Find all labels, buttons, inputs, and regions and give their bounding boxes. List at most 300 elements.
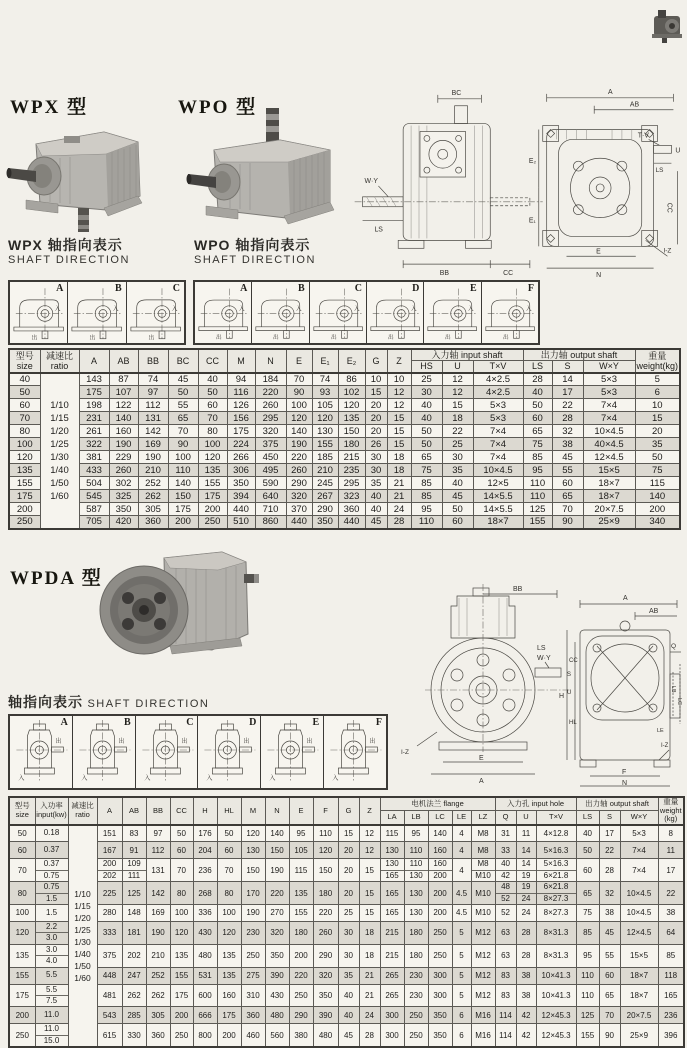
table-cell: 200 — [170, 1007, 193, 1024]
table-cell: 85 — [658, 944, 684, 967]
table-cell: 167 — [97, 842, 122, 859]
table-cell: 6 — [452, 1024, 471, 1047]
table-cell: 180 — [313, 882, 338, 905]
table-cell: 115 — [289, 859, 313, 882]
table-cell: 230 — [404, 967, 428, 984]
table-cell: 75 — [411, 464, 442, 477]
table-cell: 200 — [428, 882, 452, 905]
table-cell: 60 — [198, 399, 227, 412]
table-cell: 126 — [227, 399, 255, 412]
table-cell: 135 — [217, 944, 241, 967]
table-cell: 4 — [452, 842, 471, 859]
table-cell: 320 — [286, 490, 312, 503]
table-cell: 252 — [138, 477, 168, 490]
column-header: F — [313, 797, 338, 825]
table-cell: 155 — [198, 477, 227, 490]
table-cell: 45 — [599, 921, 620, 944]
table-row — [9, 921, 684, 944]
table-cell: 38 — [599, 904, 620, 921]
table-cell: 155 — [170, 967, 193, 984]
table-cell: 63 — [495, 921, 516, 944]
table-cell: 90 — [286, 386, 312, 399]
brand-gearbox-logo — [650, 4, 684, 44]
table-cell: 12×45.3 — [536, 1024, 576, 1047]
table-cell: 295 — [338, 477, 365, 490]
table-cell: 5×3 — [473, 399, 523, 412]
table-cell: 38 — [658, 904, 684, 921]
column-header: T×V — [473, 361, 523, 373]
svg-text:CC: CC — [665, 202, 673, 213]
table-cell: 10×4.5 — [620, 882, 658, 905]
table-cell: 120 — [286, 412, 312, 425]
table-cell: 120 — [9, 921, 35, 944]
table-cell: 120 — [170, 921, 193, 944]
table-cell: 140 — [428, 825, 452, 842]
table-cell: M12 — [471, 921, 495, 944]
shaft-direction-cell — [68, 282, 126, 343]
table-cell: 440 — [338, 516, 365, 529]
svg-text:F: F — [622, 769, 627, 776]
in-shaft-label: 入 — [296, 306, 302, 313]
table-cell: 95 — [411, 503, 442, 516]
table-cell: 5×3 — [583, 373, 635, 386]
wpo-shaft-direction-label: WPO 轴指向表示 — [194, 237, 311, 253]
table-cell: 190 — [146, 921, 170, 944]
column-header: S — [552, 361, 583, 373]
table-cell: 50 — [411, 438, 442, 451]
direction-letter: F — [527, 283, 534, 294]
shaft-direction-cell — [10, 716, 73, 788]
table-cell: 11 — [658, 842, 684, 859]
wpda-shaft-direction-en: SHAFT DIRECTION — [87, 698, 210, 710]
table-cell: 24 — [359, 1007, 380, 1024]
table-cell: 70 — [599, 1007, 620, 1024]
table-cell: 7×4 — [583, 399, 635, 412]
table-cell: 17 — [599, 825, 620, 842]
table-cell: 115 — [380, 825, 404, 842]
table-cell: 320 — [265, 921, 289, 944]
table-cell: 151 — [97, 825, 122, 842]
svg-text:I-Z: I-Z — [401, 749, 409, 756]
table-cell: 265 — [380, 967, 404, 984]
table-cell: 7×4 — [473, 451, 523, 464]
table-cell: 666 — [193, 1007, 217, 1024]
table-cell: 545 — [79, 490, 109, 503]
wpda-model-title: WPDA 型 — [10, 568, 103, 589]
svg-text:S: S — [567, 672, 572, 678]
table-cell: 45 — [442, 490, 473, 503]
column-header: E₂ — [338, 349, 365, 373]
table-cell: 122 — [109, 399, 138, 412]
shaft-direction-cell — [195, 282, 252, 343]
table-cell: 25×9 — [583, 516, 635, 529]
table-cell: 18×7 — [620, 967, 658, 984]
table-cell: 440 — [227, 503, 255, 516]
table-cell: 396 — [658, 1024, 684, 1047]
table-cell: 11 — [516, 825, 536, 842]
table-cell: 21 — [387, 477, 411, 490]
table-cell: 150 — [168, 490, 198, 503]
table-cell: 200 — [9, 1007, 35, 1024]
table-cell: 320 — [313, 967, 338, 984]
table-cell: 20 — [365, 399, 387, 412]
table-cell: 80 — [9, 425, 40, 438]
table-cell: 5 — [452, 967, 471, 984]
table-cell: 18 — [359, 921, 380, 944]
table-cell: 110 — [313, 825, 338, 842]
svg-text:BB: BB — [513, 586, 523, 593]
table-cell: 120 — [217, 921, 241, 944]
table-cell: M10 — [471, 882, 495, 905]
in-shaft-label: 入 — [18, 776, 25, 782]
table-cell: 860 — [255, 516, 286, 529]
out-shaft-label: 出 — [31, 335, 38, 342]
table-cell: 55 — [552, 464, 583, 477]
table-cell: 12 — [359, 842, 380, 859]
table-cell: 165 — [380, 904, 404, 921]
table-cell: 247 — [122, 967, 146, 984]
table-cell: 83 — [122, 825, 146, 842]
table-cell: 100 — [286, 399, 312, 412]
table-cell: 130 — [312, 425, 338, 438]
table-cell: 170 — [241, 882, 265, 905]
table-cell: 5.5 — [35, 967, 68, 984]
table-cell: 266 — [227, 451, 255, 464]
table-cell: 12 — [442, 373, 473, 386]
table-cell: 32 — [599, 882, 620, 905]
table-cell: 180 — [404, 921, 428, 944]
table-cell: 215 — [338, 451, 365, 464]
table-cell: 85 — [411, 477, 442, 490]
table-cell: 38 — [552, 438, 583, 451]
direction-letter: C — [186, 717, 194, 728]
ratio-cell: 1/10 1/15 1/20 1/25 1/30 1/40 1/50 1/60 — [40, 373, 79, 529]
table-cell: 181 — [122, 921, 146, 944]
table-cell: 65 — [599, 984, 620, 1007]
table-cell: 270 — [265, 904, 289, 921]
svg-text:A: A — [623, 595, 628, 602]
table-cell: 20 — [365, 412, 387, 425]
shaft-direction-cell — [261, 716, 324, 788]
column-header: 入力孔 input hole — [495, 797, 576, 811]
table-cell: 14×5.5 — [473, 490, 523, 503]
table-cell: 175 — [227, 425, 255, 438]
table-cell: 35 — [338, 967, 359, 984]
table-cell: 200 — [428, 904, 452, 921]
column-header: N — [255, 349, 286, 373]
table-cell: 12×4.5 — [583, 451, 635, 464]
table-cell: 265 — [380, 984, 404, 1007]
table-cell: 5.5 7.5 — [35, 984, 68, 1007]
svg-text:E: E — [596, 248, 601, 256]
out-shaft-label: 出 — [502, 335, 509, 342]
table-cell: 10 — [387, 373, 411, 386]
table-cell: 115 — [635, 477, 680, 490]
table-row — [9, 1007, 684, 1024]
direction-letter: B — [123, 717, 131, 728]
table-cell: 200 — [198, 503, 227, 516]
out-shaft-label: 出 — [55, 739, 62, 745]
out-shaft-label: 出 — [387, 335, 394, 342]
table-cell: 75 — [576, 904, 599, 921]
table-cell: 74 — [138, 373, 168, 386]
table-cell: 175 — [9, 984, 35, 1007]
table-cell: 110 — [411, 516, 442, 529]
table-cell: 5 — [452, 984, 471, 1007]
table-cell: 95 — [404, 825, 428, 842]
table-cell: 130 — [404, 904, 428, 921]
table-cell: 306 — [227, 464, 255, 477]
table-cell: 7×4 — [583, 412, 635, 425]
table-cell: 30 — [411, 386, 442, 399]
table-cell: 150 — [313, 859, 338, 882]
table-cell: 130 — [241, 842, 265, 859]
table-cell: 35 — [442, 464, 473, 477]
column-header: A — [79, 349, 109, 373]
table-cell: 45 — [338, 1024, 359, 1047]
table-cell: 15 — [359, 904, 380, 921]
table-cell: 3.0 4.0 — [35, 944, 68, 967]
table-cell: 204 — [193, 842, 217, 859]
table-cell: 55 — [168, 399, 198, 412]
table-cell: 140 — [265, 825, 289, 842]
table-cell: 210 — [146, 944, 170, 967]
column-header: E₁ — [312, 349, 338, 373]
table-cell: 300 — [380, 1007, 404, 1024]
table-row — [9, 842, 684, 859]
table-cell: 110 — [523, 477, 552, 490]
table-cell: 14 19 — [516, 859, 536, 882]
table-cell: 169 — [138, 438, 168, 451]
column-header: H — [193, 797, 217, 825]
table-row — [9, 451, 680, 464]
table-cell: 262 — [122, 984, 146, 1007]
table-cell: 8 — [658, 825, 684, 842]
shaft-direction-cell — [482, 282, 538, 343]
svg-text:H: H — [559, 693, 565, 700]
in-shaft-label: 入 — [410, 306, 417, 313]
table-cell: 360 — [241, 1007, 265, 1024]
table-cell: 100 — [170, 904, 193, 921]
table-cell: 252 — [146, 967, 170, 984]
table-cell: 20 — [338, 859, 359, 882]
table-cell: 448 — [97, 967, 122, 984]
wpx-model-title: WPX 型 — [10, 97, 89, 118]
column-header: A — [97, 797, 122, 825]
table-cell: 155 — [9, 477, 40, 490]
table-cell: 220 — [313, 904, 338, 921]
in-shaft-label: 入 — [269, 776, 276, 782]
table-cell: M12 — [471, 967, 495, 984]
table-cell: 190 — [138, 451, 168, 464]
table-cell: 107 — [109, 386, 138, 399]
table-cell: 28 — [516, 921, 536, 944]
table-cell: 480 — [193, 944, 217, 967]
table-cell: 60 — [576, 859, 599, 882]
table-cell: M8 M10 — [471, 859, 495, 882]
table-cell: 125 — [523, 503, 552, 516]
table-cell: 102 — [338, 386, 365, 399]
column-header: Q — [495, 811, 516, 825]
table-cell: 380 — [289, 1024, 313, 1047]
table-cell: 0.18 — [35, 825, 68, 842]
wpx-shaft-direction-strip — [8, 280, 186, 345]
table-cell: 7×4 — [473, 438, 523, 451]
table-cell: 60 — [523, 412, 552, 425]
table-cell: 60 — [217, 842, 241, 859]
table-cell: 260 — [286, 464, 312, 477]
table-cell: 480 — [265, 1007, 289, 1024]
table-cell: 350 — [265, 944, 289, 967]
table-cell: 250 — [198, 516, 227, 529]
table-cell: 40 — [411, 412, 442, 425]
wpo-product-photo — [180, 104, 348, 236]
table-cell: 45 — [365, 516, 387, 529]
table-cell: 40 — [411, 399, 442, 412]
table-cell: 160 200 — [428, 859, 452, 882]
table-row — [9, 412, 680, 425]
wpo-model-title: WPO 型 — [178, 97, 258, 118]
table-cell: 105 — [312, 399, 338, 412]
table-cell: 5×3 — [473, 412, 523, 425]
table-cell: 250 — [170, 1024, 193, 1047]
column-header: G — [338, 797, 359, 825]
table-cell: 481 — [97, 984, 122, 1007]
svg-text:LB: LB — [670, 686, 676, 693]
table-cell: 75 — [523, 438, 552, 451]
table-cell: 4.5 — [452, 904, 471, 921]
table-cell: 800 — [193, 1024, 217, 1047]
table-cell: 85 — [576, 921, 599, 944]
column-header: 减速比 ratio — [40, 349, 79, 373]
table-cell: 50 — [9, 825, 35, 842]
direction-letter: C — [354, 283, 362, 294]
table-cell: 0.37 — [35, 842, 68, 859]
table-cell: 25 — [411, 373, 442, 386]
table-cell: 160 — [217, 984, 241, 1007]
table-cell: 70 — [217, 859, 241, 882]
table-cell: 125 — [576, 1007, 599, 1024]
table-cell: 322 — [79, 438, 109, 451]
table-cell: 10 — [365, 373, 387, 386]
table-cell: 323 — [338, 490, 365, 503]
table-cell: 70 — [9, 859, 35, 882]
table-cell: 40 — [523, 386, 552, 399]
table-cell: 75 — [635, 464, 680, 477]
table-cell: 135 — [9, 944, 35, 967]
table-cell: 90 — [168, 438, 198, 451]
svg-text:HL: HL — [569, 720, 577, 726]
table-cell: 15 — [365, 386, 387, 399]
table-cell: 60 — [9, 842, 35, 859]
column-header: T×V — [536, 811, 576, 825]
table-cell: 114 — [495, 1007, 516, 1024]
table-cell: 290 — [289, 1007, 313, 1024]
table-cell: 7×4 — [473, 425, 523, 438]
table-cell: 135 — [338, 412, 365, 425]
table-cell: 60 — [442, 516, 473, 529]
table-cell: 21 — [359, 984, 380, 1007]
svg-text:W·Y: W·Y — [537, 655, 551, 662]
in-shaft-label: 入 — [468, 306, 474, 313]
table-cell: 305 — [138, 503, 168, 516]
table-cell: 110 — [168, 464, 198, 477]
table-cell: 142 — [138, 425, 168, 438]
table-cell: 50 — [411, 425, 442, 438]
column-header: LS — [576, 811, 599, 825]
table-cell: 210 — [312, 464, 338, 477]
table-cell: 24 — [387, 503, 411, 516]
wpda-shaft-direction-caption — [8, 692, 209, 712]
table-cell: 40 — [338, 984, 359, 1007]
table-cell: 63 — [495, 944, 516, 967]
table-cell: 175 — [198, 490, 227, 503]
table-cell: 12×4.5 — [620, 921, 658, 944]
table-cell: 112 — [146, 842, 170, 859]
svg-text:AB: AB — [629, 101, 640, 109]
table-cell: 64 — [658, 921, 684, 944]
table-cell: 450 — [255, 451, 286, 464]
table-cell: 640 — [255, 490, 286, 503]
table-cell: 531 — [193, 967, 217, 984]
table-cell: 86 — [338, 373, 365, 386]
table-cell: 220 — [286, 451, 312, 464]
table-cell: 185 — [312, 451, 338, 464]
svg-text:A: A — [479, 778, 484, 785]
table-cell: 6 — [635, 386, 680, 399]
table-cell: 40×4.5 — [583, 438, 635, 451]
column-header: M — [227, 349, 255, 373]
table-cell: 295 — [255, 412, 286, 425]
table-cell: 155 — [289, 904, 313, 921]
table-cell: 370 — [286, 503, 312, 516]
svg-text:E₂: E₂ — [528, 158, 537, 166]
table-cell: 175 — [170, 984, 193, 1007]
table-cell: M12 — [471, 984, 495, 1007]
table-cell: 26 — [365, 438, 387, 451]
table-cell: 15 — [387, 425, 411, 438]
out-shaft-label: 出 — [181, 739, 188, 745]
table-cell: 7×4 — [620, 859, 658, 882]
table-cell: 155 — [576, 1024, 599, 1047]
table-cell: 110 — [576, 967, 599, 984]
table-cell: 22 — [599, 842, 620, 859]
table-cell: 615 — [97, 1024, 122, 1047]
table-cell: M8 — [471, 842, 495, 859]
table-cell: 80 — [198, 425, 227, 438]
shaft-direction-cell — [252, 282, 309, 343]
table-cell: 440 — [286, 516, 312, 529]
table-cell: 180 — [404, 944, 428, 967]
table-cell: 95 — [523, 464, 552, 477]
column-header: LA — [380, 811, 404, 825]
table-cell: 18 — [387, 451, 411, 464]
table-cell: 587 — [79, 503, 109, 516]
table-cell: 42 — [516, 1007, 536, 1024]
table-cell: 40 — [442, 477, 473, 490]
table-cell: 5 — [635, 373, 680, 386]
table-cell: 350 — [428, 1007, 452, 1024]
table-cell: 50 — [635, 451, 680, 464]
table-cell: 40 — [198, 373, 227, 386]
table-cell: 320 — [255, 425, 286, 438]
table-cell: 260 — [255, 399, 286, 412]
table-cell: 4 — [452, 825, 471, 842]
in-shaft-label: 入 — [54, 306, 61, 313]
table-cell: 250 — [9, 516, 40, 529]
table-cell: 20×7.5 — [620, 1007, 658, 1024]
table-cell: 504 — [79, 477, 109, 490]
